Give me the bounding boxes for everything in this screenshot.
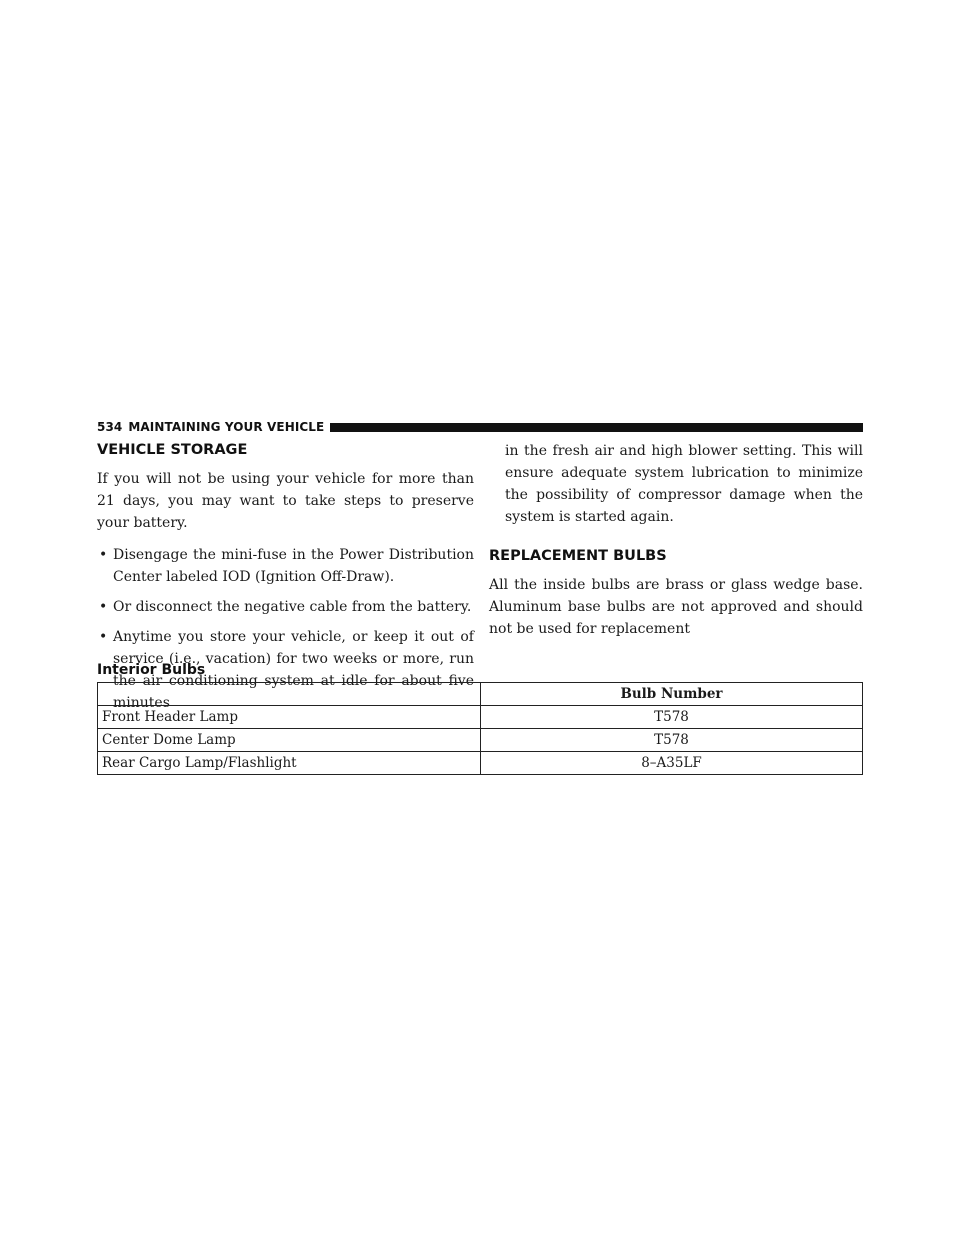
page-header: [97, 418, 863, 436]
lamp-name: Front Header Lamp: [98, 706, 481, 729]
page-number: 534: [97, 420, 123, 434]
table-row: [98, 752, 863, 775]
vehicle-storage-heading: VEHICLE STORAGE: [97, 442, 248, 458]
bulb-number: T578: [481, 706, 863, 729]
replacement-bulbs-body: All the inside bulbs are brass or glass wedge base. Aluminum base bulbs are not approved and should not be used for replacement: [489, 577, 863, 637]
right-column: [489, 440, 863, 650]
list-item: [97, 596, 474, 618]
table-row: [98, 706, 863, 729]
column-header-lamp: [98, 683, 481, 706]
replacement-bulbs-heading: REPLACEMENT BULBS: [489, 548, 667, 564]
table-row: [98, 729, 863, 752]
bullet-icon: •: [99, 629, 108, 645]
list-item: [97, 544, 474, 588]
bullet-icon: •: [99, 599, 108, 615]
list-item-text: Or disconnect the negative cable from the battery.: [113, 599, 472, 615]
list-item-text: Anytime you store your vehicle, or keep it out of service (i.e., vacation) for two weeks or more, run the air conditioning system at idle for about five minutes: [113, 629, 474, 711]
lamp-name: Center Dome Lamp: [98, 729, 481, 752]
interior-bulbs-table: [97, 682, 863, 775]
bulb-number: T578: [481, 729, 863, 752]
vehicle-storage-continuation: in the fresh air and high blower setting. This will ensure adequate system lubrication to minimize the possibility of compressor damage when the system is started again.: [505, 443, 863, 525]
bullet-icon: •: [99, 547, 108, 563]
section-name: MAINTAINING YOUR VEHICLE: [128, 420, 325, 434]
left-column: [97, 440, 474, 722]
bulb-number: 8–A35LF: [481, 752, 863, 775]
interior-bulbs-heading: Interior Bulbs: [97, 662, 206, 678]
column-header-bulb-number: Bulb Number: [481, 683, 863, 706]
header-rule: [330, 423, 863, 432]
lamp-name: Rear Cargo Lamp/Flashlight: [98, 752, 481, 775]
list-item-text: Disengage the mini-fuse in the Power Distribution Center labeled IOD (Ignition Off-Draw).: [113, 547, 474, 585]
table-header-row: [98, 683, 863, 706]
page-header-text: [97, 420, 324, 434]
vehicle-storage-intro: If you will not be using your vehicle for more than 21 days, you may want to take steps to preserve your battery.: [97, 471, 474, 531]
